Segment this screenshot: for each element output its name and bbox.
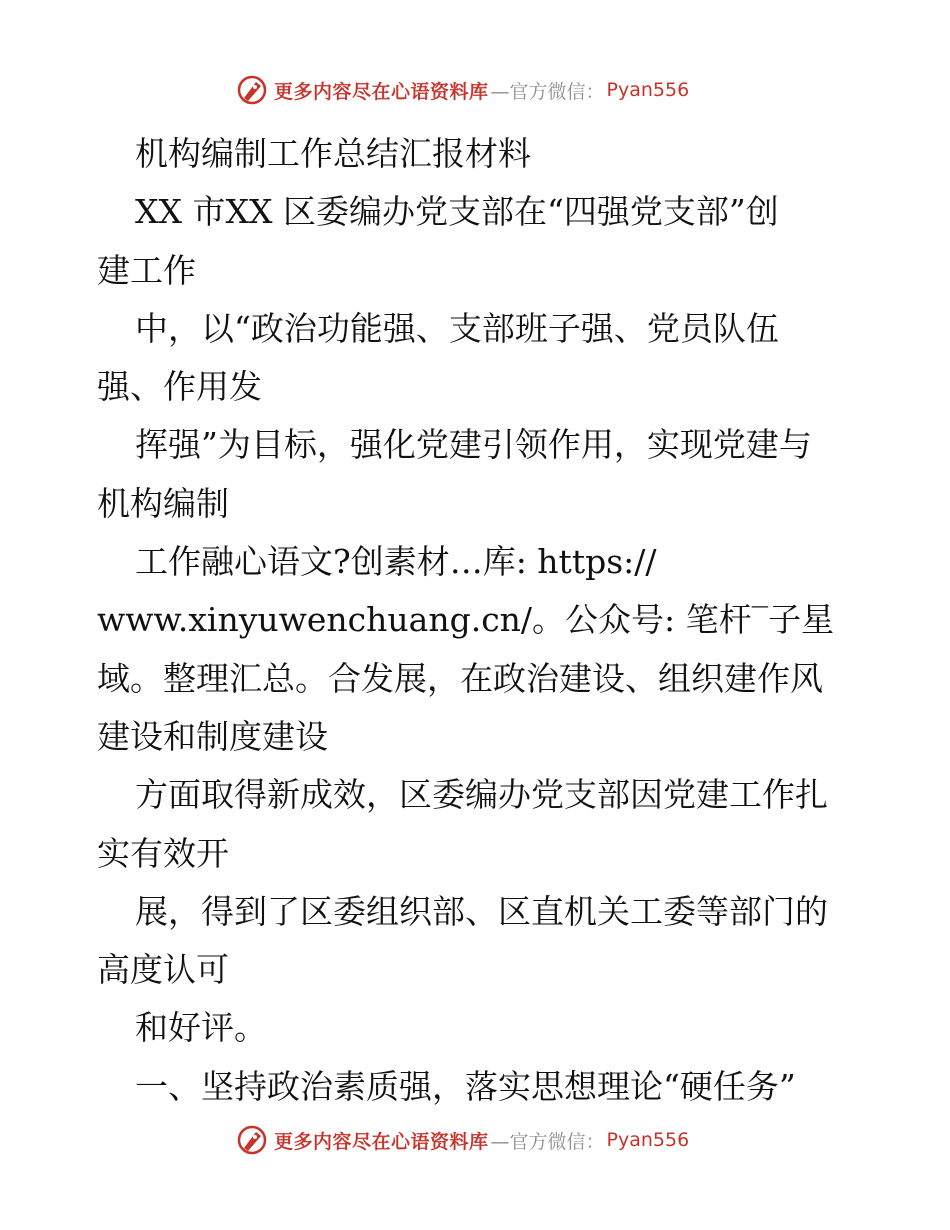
header-watermark-banner (236, 73, 689, 107)
text-line: 高度认可 (97, 950, 229, 990)
document-title: 机构编制工作总结汇报材料 (135, 134, 531, 173)
text-line: XX 市XX 区委编办党支部在“四强党支部”创 (135, 192, 779, 232)
banner-sub-text: —官方微信： (490, 1130, 605, 1153)
text-line: 域。整理汇总。合发展，在政治建设、组织建作风 (97, 658, 823, 698)
banner-main-text: 更多内容尽在心语资料库 (274, 1130, 489, 1153)
text-line: 一、坚持政治素质强，落实思想理论“硬任务” (135, 1066, 796, 1106)
text-line: 建设和制度建设 (97, 716, 328, 756)
pen-nib-logo-icon (236, 1124, 268, 1156)
text-line: 方面取得新成效，区委编办党支部因党建工作扎 (135, 775, 828, 815)
text-line: 强、作用发 (97, 367, 262, 407)
text-line: 展，得到了区委组织部、区直机关工委等部门的 (135, 891, 828, 931)
banner-wechat-id: Pyan556 (606, 79, 690, 101)
pen-nib-logo-icon (236, 74, 268, 106)
document-body (97, 125, 857, 1116)
text-line: 中，以“政治功能强、支部班子强、党员队伍 (135, 308, 779, 348)
text-line: www.xinyuwenchuang.cn/。公众号: 笔杆‾子星 (97, 600, 835, 640)
banner-main-text: 更多内容尽在心语资料库 (274, 80, 489, 103)
text-line: 建工作 (97, 250, 196, 290)
text-line: 实有效开 (97, 833, 229, 873)
footer-watermark-banner (236, 1123, 689, 1157)
text-line: 工作融心语文?创素材…库: https:// (135, 542, 657, 582)
banner-sub-text: —官方微信： (490, 80, 605, 103)
text-line: 挥强”为目标，强化党建引领作用，实现党建与 (135, 425, 812, 465)
text-line: 和好评。 (135, 1008, 267, 1048)
text-line: 机构编制 (97, 483, 229, 523)
banner-wechat-id: Pyan556 (606, 1129, 690, 1151)
